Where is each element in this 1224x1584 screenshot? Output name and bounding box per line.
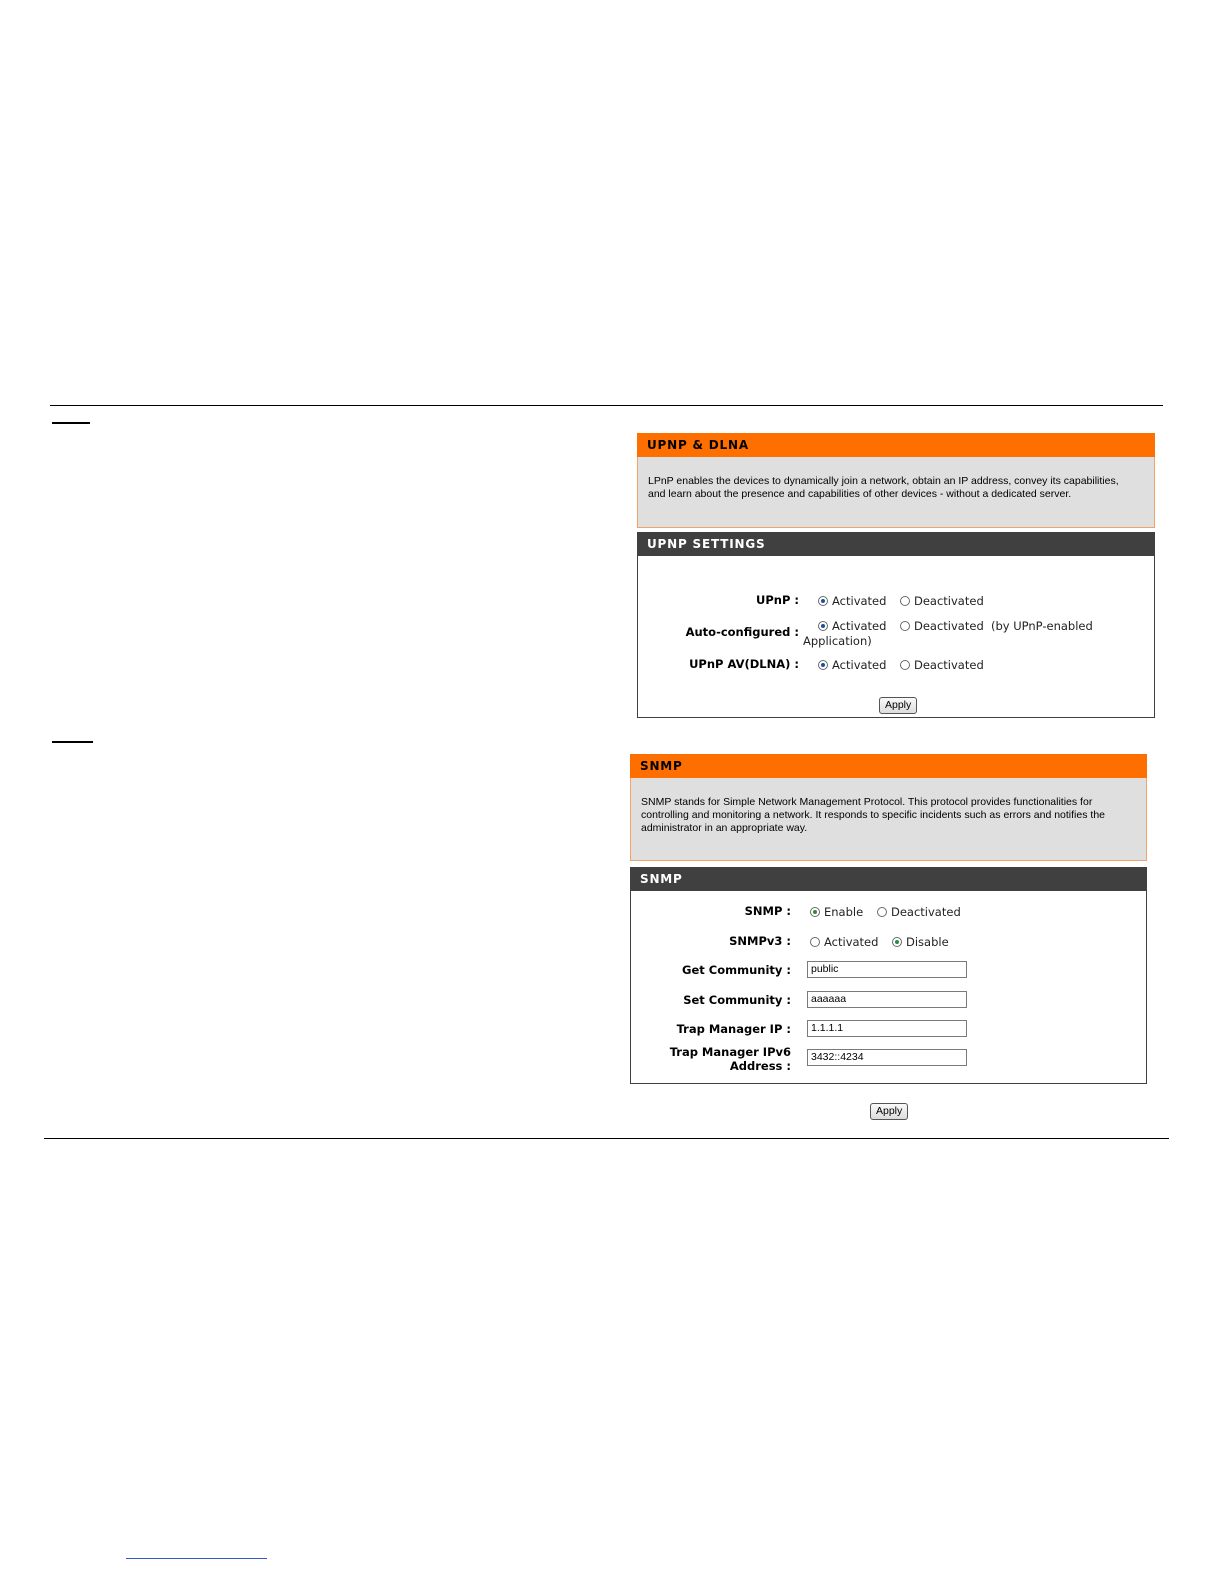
upnp-description: [637, 457, 1155, 528]
upnp-activated-option[interactable]: Activated: [818, 594, 886, 608]
snmpv3-activated-radio[interactable]: [810, 937, 820, 947]
snmp-deactivated-option[interactable]: Deactivated: [877, 905, 961, 919]
upnp-label: UPnP :: [756, 593, 799, 607]
snmp-description-text: SNMP stands for Simple Network Management Protocol. This protocol provides functionalities for controlling and monitoring a network. It responds to specific incidents such as errors and notifies the administrator in an appropriate way.: [641, 796, 1105, 834]
snmp-info-panel: [630, 754, 1147, 861]
upnp-description-text: LPnP enables the devices to dynamically join a network, obtain an IP address, convey its capabilities, and learn about the presence and capabilities of other devices - without a dedicated server.: [648, 475, 1119, 500]
upnp-deactivated-radio[interactable]: [900, 596, 910, 606]
auto-deactivated-option[interactable]: Deactivated: [900, 619, 984, 633]
snmp-description: [630, 778, 1147, 861]
footer-link-underline: [126, 1558, 267, 1559]
snmpv3-label: SNMPv3 :: [729, 934, 791, 948]
dlna-label: UPnP AV(DLNA) :: [689, 657, 799, 671]
bottom-divider: [44, 1138, 1169, 1139]
auto-activated-option[interactable]: Activated: [818, 619, 886, 633]
set-community-input[interactable]: aaaaaa: [807, 991, 967, 1008]
trap-manager-ipv6-label-line1: Trap Manager IPv6: [669, 1045, 791, 1059]
snmp-settings-header: SNMP: [630, 867, 1147, 891]
upnp-dlna-panel: [637, 433, 1155, 528]
get-community-input[interactable]: public: [807, 961, 967, 978]
trap-manager-ipv6-label: [670, 1045, 791, 1073]
auto-deactivated-radio[interactable]: [900, 621, 910, 631]
snmp-apply-button[interactable]: Apply: [870, 1103, 908, 1120]
set-community-label: Set Community :: [683, 993, 791, 1007]
section-marker-upnp: [52, 422, 90, 424]
auto-configured-note-cont: Application): [803, 634, 872, 648]
section-marker-snmp: [52, 741, 93, 743]
auto-activated-radio[interactable]: [818, 621, 828, 631]
snmp-label: SNMP :: [744, 904, 791, 918]
snmp-settings-body: [630, 891, 1147, 1084]
upnp-settings-header: UPNP SETTINGS: [637, 532, 1155, 556]
snmp-info-header: SNMP: [630, 754, 1147, 778]
get-community-label: Get Community :: [682, 963, 791, 977]
snmp-deactivated-radio[interactable]: [877, 907, 887, 917]
snmpv3-activated-option[interactable]: Activated: [810, 935, 878, 949]
trap-manager-ipv6-label-line2: Address :: [729, 1059, 791, 1073]
snmp-settings-panel: [630, 867, 1147, 1084]
dlna-activated-option[interactable]: Activated: [818, 658, 886, 672]
upnp-settings-body: [637, 556, 1155, 718]
snmpv3-disable-option[interactable]: Disable: [892, 935, 949, 949]
snmpv3-disable-radio[interactable]: [892, 937, 902, 947]
upnp-activated-radio[interactable]: [818, 596, 828, 606]
upnp-apply-button[interactable]: Apply: [879, 697, 917, 714]
trap-manager-ip-label: Trap Manager IP :: [676, 1022, 791, 1036]
dlna-deactivated-radio[interactable]: [900, 660, 910, 670]
auto-configured-label: Auto-configured :: [685, 625, 799, 639]
dlna-activated-radio[interactable]: [818, 660, 828, 670]
upnp-dlna-header: UPNP & DLNA: [637, 433, 1155, 457]
snmp-enable-option[interactable]: Enable: [810, 905, 863, 919]
trap-manager-ipv6-input[interactable]: 3432::4234: [807, 1049, 967, 1066]
upnp-settings-panel: [637, 532, 1155, 718]
auto-configured-note: (by UPnP-enabled: [991, 619, 1093, 633]
dlna-deactivated-option[interactable]: Deactivated: [900, 658, 984, 672]
top-divider: [50, 405, 1163, 406]
trap-manager-ip-input[interactable]: 1.1.1.1: [807, 1020, 967, 1037]
upnp-deactivated-option[interactable]: Deactivated: [900, 594, 984, 608]
snmp-enable-radio[interactable]: [810, 907, 820, 917]
